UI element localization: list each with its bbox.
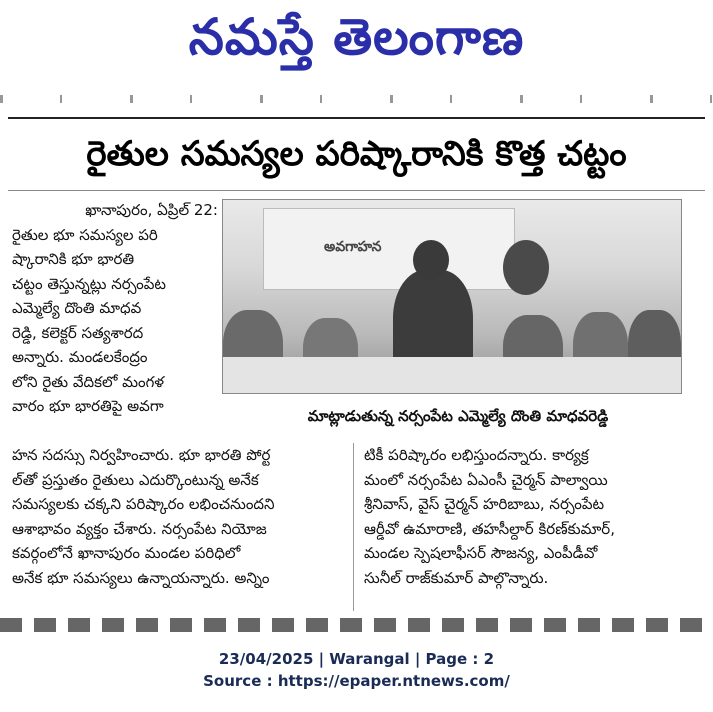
text-line: ల్‌తో ప్రస్తుతం రైతులు ఎదుర్కొంటున్న అనేక — [12, 470, 259, 489]
text-line: హన సదస్సు నిర్వహించారు. భూ భారతి పోర్ట — [12, 446, 271, 464]
text-line: ఆశాభావం వ్యక్తం చేశారు. నర్సంపేట నియోజ — [12, 519, 267, 538]
text-line: ఖానాపురం, ఏప్రిల్ 22: — [85, 201, 218, 219]
text-line: అనేక భూ సమస్యలు ఉన్నాయన్నారు. అన్నిం — [12, 568, 270, 587]
text-line: మండల స్పెషలాఫీసర్ సౌజన్య, ఎంపీడీవో — [364, 544, 598, 562]
text-line: టికీ పరిష్కారం లభిస్తుందన్నారు. కార్యక్ర — [364, 446, 589, 464]
text-line: మంలో నర్సంపేట ఏఎంసీ చైర్మన్ పాల్వాయి — [364, 470, 608, 489]
headline-rule — [8, 190, 705, 191]
cropped-next-article-strip — [0, 618, 713, 632]
text-line: అన్నారు. మండలకేంద్రం — [12, 348, 148, 366]
text-line: ష్కారానికి భూ భారతి — [12, 250, 135, 268]
top-rule — [8, 117, 705, 119]
stage-table — [223, 357, 681, 393]
news-photo — [222, 199, 682, 394]
text-line: వారం భూ భారతిపై అవగా — [12, 397, 164, 415]
column-divider — [353, 443, 354, 611]
article-wide-column — [12, 443, 342, 590]
text-line: శ్రీనివాస్, వైస్ చైర్మన్ హరిబాబు, నర్సంపేట — [364, 495, 605, 513]
article-left-column — [12, 198, 218, 419]
article-right-column — [364, 443, 699, 590]
article-headline: రైతుల సమస్యల పరిష్కారానికి కొత్త చట్టం — [86, 134, 627, 174]
banner-text: అవగాహన — [324, 239, 382, 255]
text-line: రెడ్డి, కలెక్టర్ సత్యశారద — [12, 323, 144, 342]
text-line: ఎమ్మెల్యే దొంతి మాధవ — [12, 299, 142, 317]
stage-banner — [263, 208, 515, 290]
text-line: చట్టం తెస్తున్నట్లు నర్సంపేట — [12, 274, 166, 293]
edition-info: 23/04/2025 | Warangal | Page : 2 — [218, 650, 495, 668]
masthead — [0, 0, 713, 86]
cropped-previous-article-strip — [0, 95, 713, 103]
newspaper-title: నమస్తే తెలంగాణ — [188, 7, 525, 66]
text-line: సమస్యలకు చక్కని పరిష్కారం లభించనుందని — [12, 495, 275, 513]
text-line: కవర్గంలోనే ఖానాపురం మండల పరిధిలో — [12, 544, 241, 562]
source-url: Source : https://epaper.ntnews.com/ — [203, 672, 510, 690]
text-line: ఆర్డీవో ఉమారాణి, తహసీల్దార్ కిరణ్‌కుమార్, — [364, 519, 615, 538]
source-footer — [0, 648, 713, 692]
text-line: సునీల్ రాజ్‌కుమార్ పాల్గొన్నారు. — [364, 568, 549, 587]
text-line: రైతుల భూ సమస్యల పరి — [12, 225, 158, 244]
poster-portrait — [503, 240, 549, 295]
photo-caption: మాట్లాడుతున్న నర్సంపేట ఎమ్మెల్యే దొంతి మాధవరెడ్డి — [307, 407, 609, 425]
text-line: లోని రైతు వేదికలో మంగళ — [12, 372, 165, 391]
speaker-head — [413, 240, 449, 280]
